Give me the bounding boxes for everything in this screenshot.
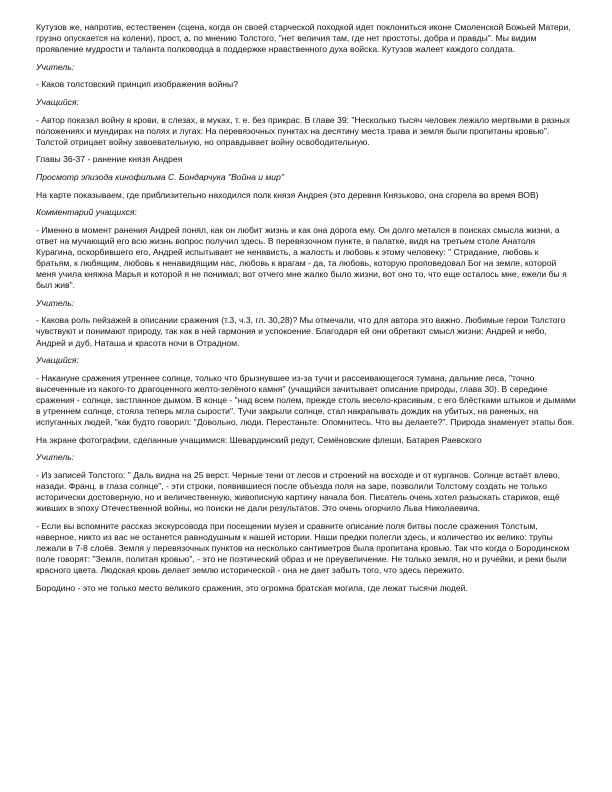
answer-landscape: - Накануне сражения утреннее солнце, только что брызнувшее из-за тучи и рассеивающегося тумана, дальние леса, "точно высеченные из какого-то драгоценного желто-зелёного камня" (учащийся зачитывает описание природы, глава 30). В середине сражения - солнце, застланное дымом. В конце - "над всем полем, прежде столь весело-красивым, с его блёстками штыков и дымами в утреннем солнце, стояла теперь мгла сырости". Тучи закрыли солнце, стал накрапывать дождик на убитых, на раненых, на испуганных людей, "как будто говорил: "Довольно, люди. Перестаньте: Опомнитесь. Что вы делаете?". Природа знаменует этапы боя. <box>36 372 576 428</box>
paragraph-museum-visit: - Если вы вспомните рассказ экскурсовода при посещении музея и сравните описание поля битвы после сражения Толстым, наверное, никто из вас не останется равнодушным к нашей истории. Наши предки полегли здесь, и количество их велико: трупы лежали в 7-8 слоёв. Земля у перевязочных пунктов на несколько сантиметров была пропитана кровью. Так что когда о Бородинском поле говорят: "Земля, политая кровью", - это не поэтический образ и не преувеличение. Не только земля, но и ручейки, и реки были красного цвета. Людская кровь делает землю исторической - она не дает забыть того, что здесь пережито. <box>36 520 570 576</box>
paragraph-andrei-wound: - Именно в момент ранения Андрей понял, как он любит жизнь и как она дорога ему. Он долго метался в поисках смысла жизни, а ответ на мучающий его всю жизнь вопрос получил здесь. В перевязочном пункте, в палатке, видя на третьем столе Анатоля Курагина, оскорбившего его, Андрей испытывает не ненависть, а жалость и любовь к этому человеку: " Страдание, любовь к братьям, к любящим, любовь к ненавидящим нас, любовь к врагам - да, та любовь, которую проповедовал Бог на земле, которой меня учила княжна Марья и которой я не понимал; вот отчего мне жалко было жизни, вот оно то, что еще осталось мне, ежели бы я был жив". <box>36 224 567 291</box>
speaker-label-student: Учащийся: <box>36 96 79 107</box>
map-note: На карте показываем, где приблизительно находился полк князя Андрея (это деревня Князьково, она сгорела во время ВОВ) <box>36 189 539 200</box>
paragraph-borodino-grave: Бородино - это не только место великого сражения, это огромна братская могила, где лежат тысячи людей. <box>36 582 468 593</box>
answer-war-depiction: - Автор показал войну в крови, в слезах, в муках, т. е. без прикрас. В главе 39: "Несколько тысяч человек лежало мертвыми в разных положениях и мундирах на полях и лугах: На перевязочных пунктах на десятину места трава и земля были пропитаны кровью". Толстой отрицает войну завоевательную, но оправдывает войну освободительную. <box>36 114 571 147</box>
paragraph-tolstoy-notes: - Из записей Толстого: " Даль видна на 25 верст. Черные тени от лесов и строений на восходе и от курганов. Солнце встаёт влево, назади. Франц. в глаза солнце", - эти строки, появившиеся после объезда поля на заре, позволили Толстому создать не только исторически достоверную, но и величественную, живописную картину начала боя. Писатель очень хотел разыскать стариков, ещё живших в эпоху Отечественной войны, но поиски не дали результатов. Это очень огорчило Льва Николаевича. <box>36 469 560 514</box>
speaker-label-teacher: Учитель: <box>36 452 75 463</box>
document-page <box>36 22 576 600</box>
speaker-label-student: Учащийся: <box>36 355 79 366</box>
speaker-label-teacher: Учитель: <box>36 297 75 308</box>
photos-note: На экране фотографии, сделанные учащимися: Шевардинский редут, Семёновские флеши, Батарея Раевского <box>36 434 482 445</box>
film-episode-note: Просмотр эпизода кинофильма С. Бондарчука "Война и мир" <box>36 171 284 182</box>
speaker-label-teacher: Учитель: <box>36 61 75 72</box>
question-war-principle: - Каков толстовский принцип изображения войны? <box>36 79 239 90</box>
question-landscape-role: - Какова роль пейзажей в описании сражения (т.3, ч.3, гл. 30,28)? Мы отмечали, что для автора это важно. Любимые герои Толстого чувствуют и понимают природу, так как в ней гармония и успокоение. Благодаря ей они обретают смысл жизни: Андрей и небо, Андрей и дуб, Наташа и красота ночи в Отрадном. <box>36 315 566 348</box>
chapters-heading: Главы 36-37 - ранение князя Андрея <box>36 154 183 165</box>
speaker-label-students-comment: Комментарий учащихся: <box>36 207 137 218</box>
paragraph-kutuzov: Кутузов же, напротив, естественен (сцена, когда он своей старческой походкой идет поклониться иконе Смоленской Божьей Матери, грузно опускается на колени), прост, а, по мнению Толстого, "нет величия там, где нет простоты, добра и правды". Мы видим проявление мудрости и таланта полководца в поддержке нравственного духа войска. Кутузов жалеет каждого солдата. <box>36 22 571 55</box>
